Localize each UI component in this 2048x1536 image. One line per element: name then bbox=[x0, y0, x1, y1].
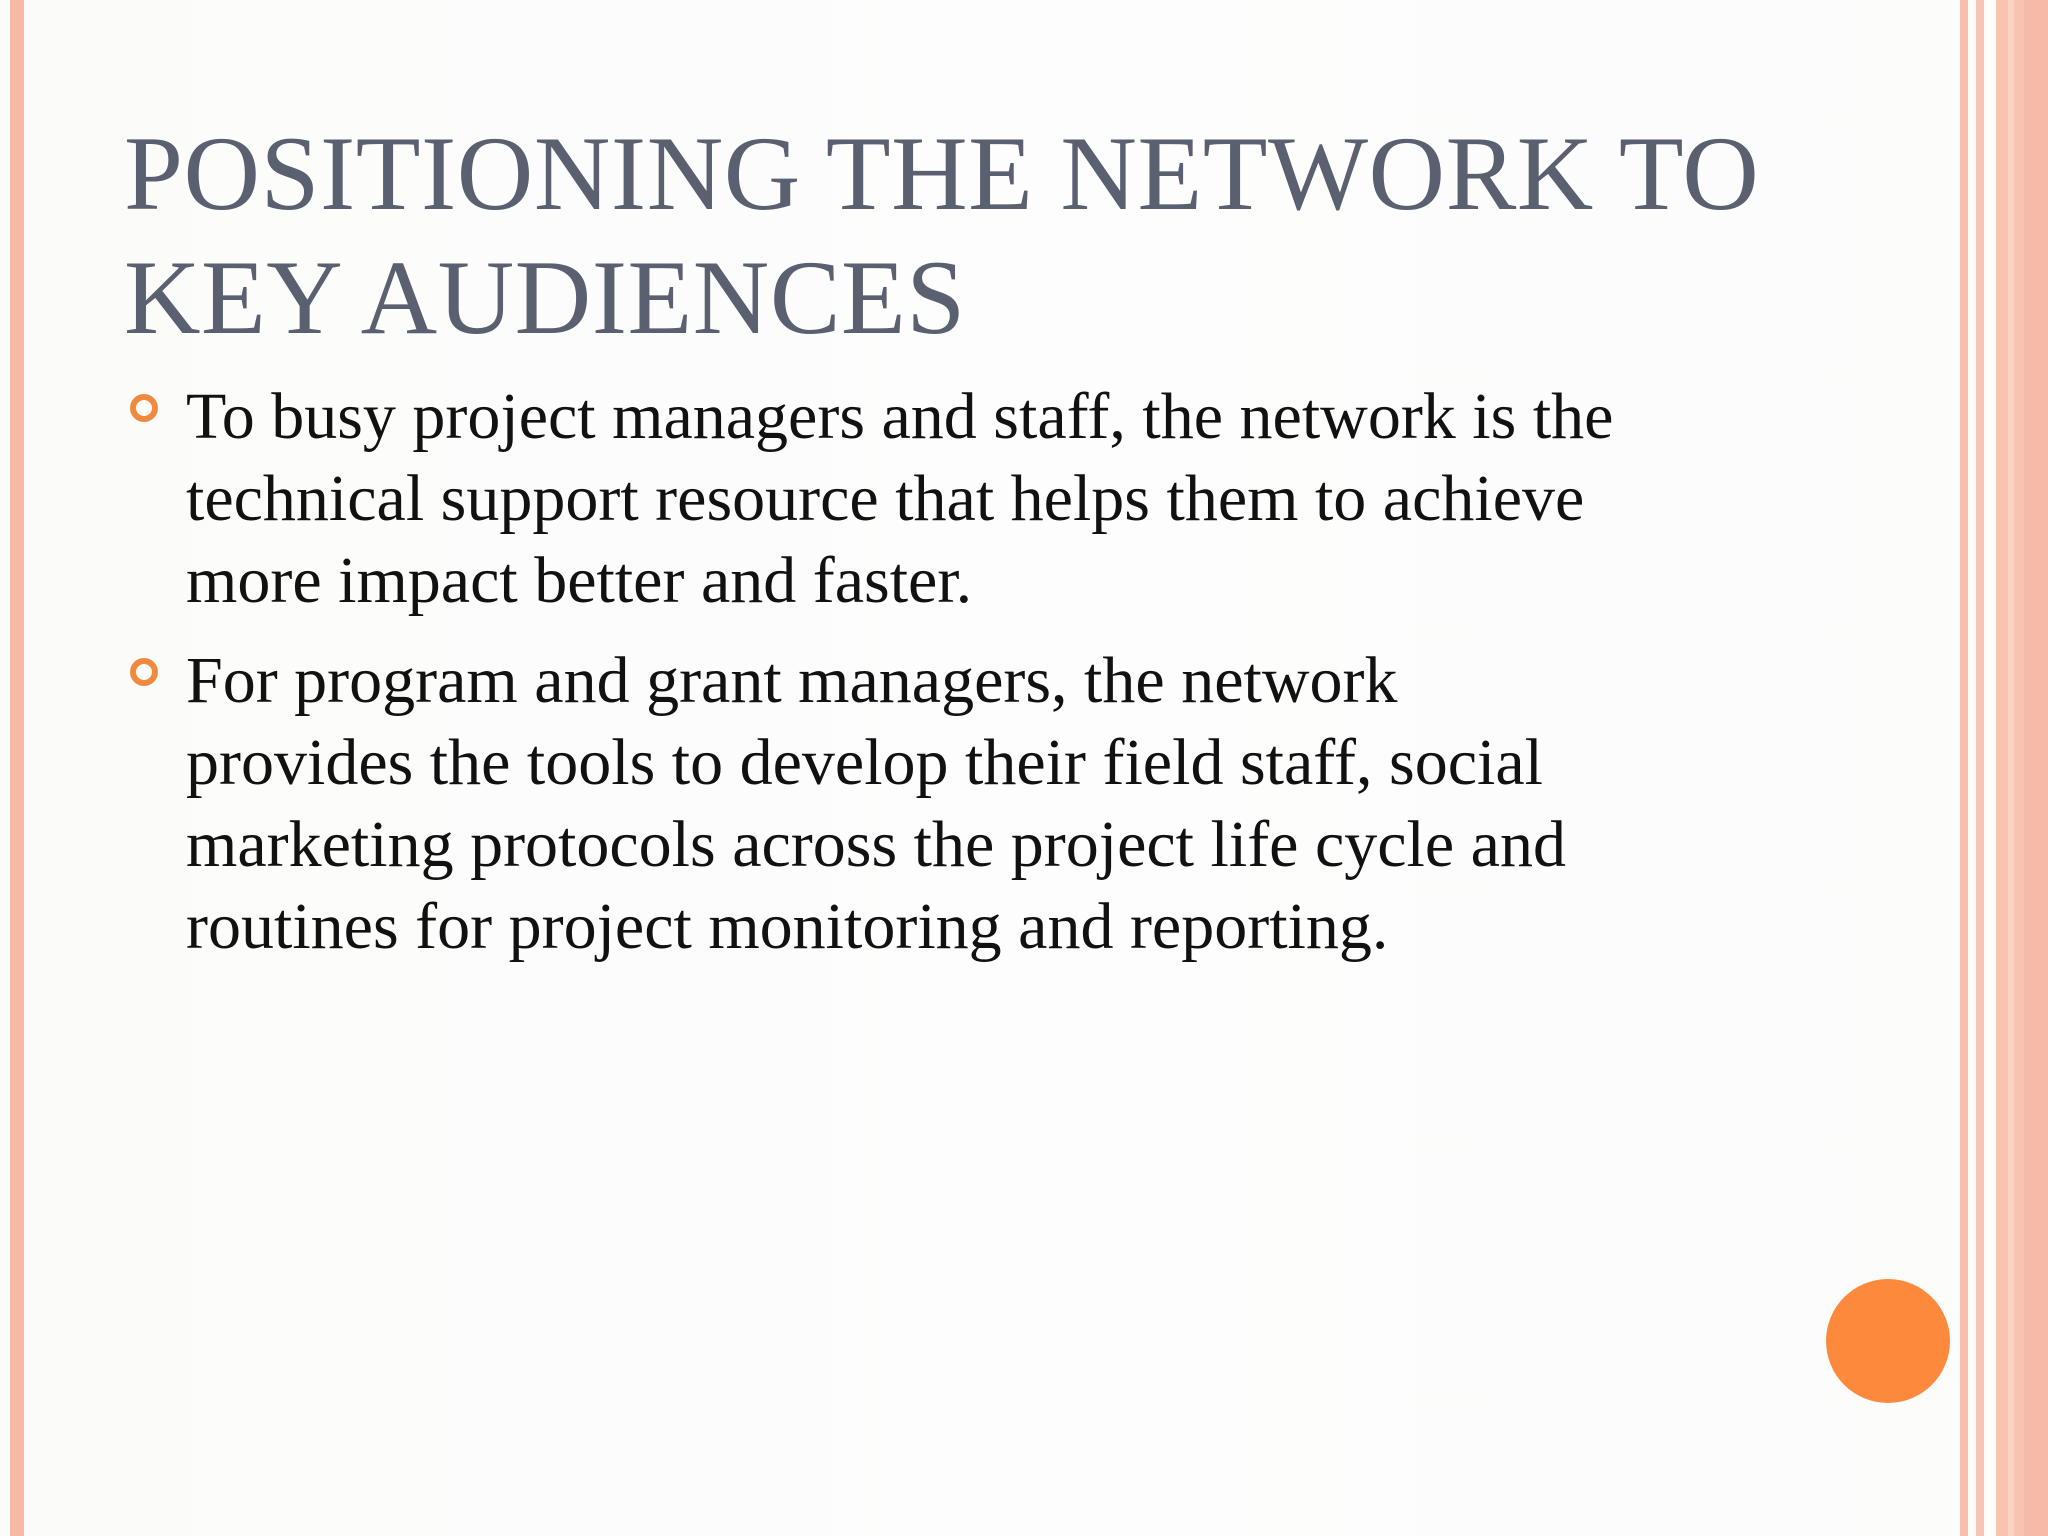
right-border-stripe bbox=[1976, 0, 1984, 1536]
bullet-text-line: routines for project monitoring and reporting. bbox=[186, 890, 1389, 963]
bullet-text-line: technical support resource that helps them to achieve bbox=[186, 462, 1585, 535]
bullet-text bbox=[186, 376, 1944, 622]
bullet-text-line: provides the tools to develop their field staff, social bbox=[186, 726, 1543, 799]
bullet-text-line: To busy project managers and staff, the network is the bbox=[186, 380, 1614, 453]
left-border-stripe bbox=[10, 0, 24, 1536]
bullet-item bbox=[124, 640, 1944, 968]
bullet-text-line: marketing protocols across the project life cycle and bbox=[186, 808, 1566, 881]
hollow-circle-bullet-icon bbox=[130, 658, 158, 686]
bullet-list bbox=[124, 376, 1944, 986]
slide-title-line: POSITIONING THE NETWORK TO bbox=[124, 115, 1760, 232]
bullet-text-line: more impact better and faster. bbox=[186, 544, 973, 617]
hollow-circle-bullet-icon bbox=[130, 394, 158, 422]
right-border-stripe bbox=[1960, 0, 1968, 1536]
slide-title-line: KEY AUDIENCES bbox=[124, 239, 966, 356]
decorative-orange-circle bbox=[1826, 1279, 1950, 1403]
right-border-stripe bbox=[2008, 0, 2014, 1536]
slide-title bbox=[124, 112, 1944, 360]
bullet-text-line: For program and grant managers, the network bbox=[186, 644, 1398, 717]
right-border-stripe bbox=[2024, 0, 2048, 1536]
bullet-item bbox=[124, 376, 1944, 622]
bullet-text bbox=[186, 640, 1944, 968]
